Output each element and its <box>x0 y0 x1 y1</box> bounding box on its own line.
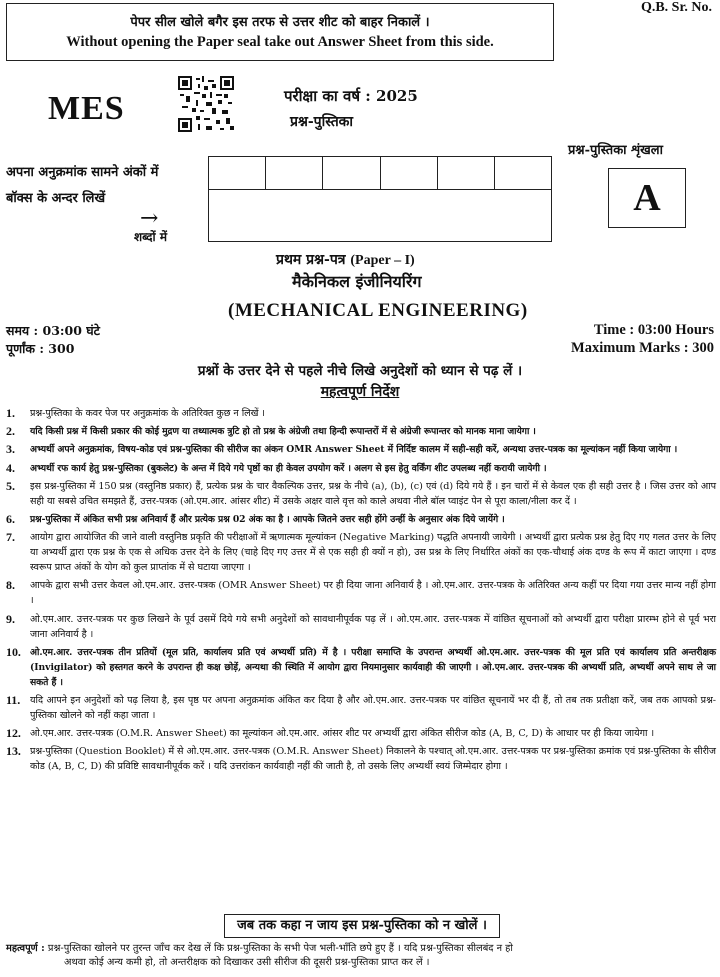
seal-notice-hindi: पेपर सील खोले बगैर इस तरफ से उत्तर शीट को बाहर निकालें । <box>130 15 430 30</box>
arrow-right-icon: → <box>140 206 159 231</box>
instruction-item <box>6 744 716 774</box>
instruction-number: 12. <box>6 726 21 741</box>
roll-number-words-box[interactable] <box>208 190 552 242</box>
roll-digit-box[interactable] <box>266 157 323 189</box>
booklet-label: प्रश्न-पुस्तिका <box>290 114 354 130</box>
instructions-title: महत्वपूर्ण निर्देश <box>320 384 400 400</box>
roll-digit-box[interactable] <box>209 157 266 189</box>
instruction-number: 8. <box>6 578 15 593</box>
roll-number-label-line1: अपना अनुक्रमांक सामने अंकों में <box>6 165 159 180</box>
instruction-item <box>6 578 716 608</box>
instruction-item <box>6 726 716 741</box>
instruction-number: 2. <box>6 424 15 439</box>
subject-english: (MECHANICAL ENGINEERING) <box>228 300 528 321</box>
instruction-number: 9. <box>6 611 15 626</box>
instruction-text: प्रश्न-पुस्तिका (Question Booklet) में से ओ.एम.आर. उत्तर-पत्रक (O.M.R. Answer Sheet) निकालने के पश्चात् ओ.एम.आर. उत्तर-पत्रक पर प्रश्न-पुस्तिका क्रमांक एवं प्रश्न-पुस्तिका के सीरीज कोड (A, B, C, D) की प्रविष्टि सावधानीपूर्वक करें । यदि उत्तरांकन कार्यवाही नहीं की जाती है, तो उसके लिए अभ्यर्थी स्वयं जिम्मेदार होगा । <box>30 746 716 773</box>
instruction-text: प्रश्न-पुस्तिका में अंकित सभी प्रश्न अनिवार्य हैं और प्रत्येक प्रश्न 02 अंक का है । आपके जितने उत्तर सही होंगे उन्हीं के अनुसार अंक दिये जायेंगे । <box>30 513 505 525</box>
important-note <box>6 942 716 970</box>
time-hindi: समय : 03:00 घंटे <box>6 323 100 338</box>
instruction-number: 1. <box>6 406 15 420</box>
booklet-series-box: A <box>608 168 686 228</box>
paper-title <box>276 250 415 269</box>
roll-number-digit-boxes[interactable] <box>208 156 552 190</box>
qb-serial-number-label: Q.B. Sr. No. <box>640 0 712 15</box>
exam-year: परीक्षा का वर्ष : 2025 <box>284 87 418 105</box>
instruction-text: आयोग द्वारा आयोजित की जाने वाली वस्तुनिष्ठ प्रकृति की परीक्षाओं में ऋणात्मक मूल्यांकन (Negative Marking) पद्धति अपनायी जायेगी । अभ्यर्थी द्वारा प्रत्येक प्रश्न हेतु दिए गए गलत उत्तर के लिए या अभ्यर्थी द्वारा एक प्रश्न के एक से अधिक उत्तर देने के लिए (चाहे दिए गए उत्तर में से एक सही ही क्यों न हो), उस प्रश्न के लिए निर्धारित अंकों का एक-चौथाई अंक दण्ड के रूप में काटा जाएगा । दण्ड स्वरूप प्राप्त अंकों के योग को कुल प्राप्तांक में से घटाया जाएगा । <box>30 532 716 574</box>
instruction-item <box>6 512 716 527</box>
instruction-number: 6. <box>6 511 15 526</box>
instruction-text: ओ.एम.आर. उत्तर-पत्रक पर कुछ लिखने के पूर्व उसमें दिये गये सभी अनुदेशों को सावधानीपूर्वक पढ़ लें । ओ.एम.आर. उत्तर-पत्रक में वांछित सूचनाओं को अभ्यर्थी द्वारा परीक्षा प्रारम्भ होने से पूर्व भरा जाना अनिवार्य है । <box>30 613 716 640</box>
roll-number-instruction <box>6 160 158 212</box>
roll-number-words-label: शब्दों में <box>134 230 167 244</box>
marks-english: Maximum Marks : 300 <box>571 340 714 356</box>
paper-title-hindi: प्रथम प्रश्न-पत्र <box>276 252 346 268</box>
subject-hindi: मैकेनिकल इंजीनियरिंग <box>292 272 422 291</box>
instruction-number: 10. <box>6 644 21 659</box>
important-note-text2: अथवा कोई अन्य कमी हो, तो अन्तरीक्षक को दिखाकर उसी सीरीज की दूसरी प्रश्न-पुस्तिका प्राप्त कर लें । <box>64 957 430 968</box>
instruction-number: 11. <box>6 692 21 707</box>
instruction-number: 5. <box>6 478 15 493</box>
instruction-number: 7. <box>6 530 15 545</box>
instruction-text: यदि आपने इन अनुदेशों को पढ़ लिया है, इस पृष्ठ पर अपना अनुक्रमांक अंकित कर दिया है और ओ.एम.आर. उत्तर-पत्रक पर वांछित सूचनायें भर दी हैं, तो तब तक प्रतीक्षा करें, जब तक आपको प्रश्न-पुस्तिका खोलने को नहीं कहा जाता । <box>30 694 716 721</box>
exam-code: MES <box>48 90 125 127</box>
instruction-item <box>6 645 716 690</box>
instruction-text: अभ्यर्थी अपने अनुक्रमांक, विषय-कोड एवं प्रश्न-पुस्तिका की सीरीज का अंकन OMR Answer Sheet में निर्दिष्ट कालम में सही-सही करें, अन्यथा उत्तर-पत्रक का मूल्यांकन नहीं किया जायेगा । <box>30 444 678 456</box>
instruction-item <box>6 530 716 575</box>
roll-digit-box[interactable] <box>323 157 380 189</box>
instruction-text: यदि किसी प्रश्न में किसी प्रकार की कोई मुद्रण या तथ्यात्मक त्रुटि हो तो प्रश्न के अंग्रेजी तथा हिन्दी रूपान्तरों में से अंग्रेजी रूपान्तर को मानक माना जायेगा । <box>30 426 536 438</box>
instruction-item <box>6 406 716 421</box>
instruction-item <box>6 461 716 476</box>
qr-code-icon <box>178 76 234 132</box>
paper-title-english: (Paper – I) <box>350 253 415 268</box>
roll-digit-box[interactable] <box>381 157 438 189</box>
instruction-text: अभ्यर्थी रफ कार्य हेतु प्रश्न-पुस्तिका (बुकलेट) के अन्त में दिये गये पृष्ठों का ही केवल उपयोग करें । अलग से इस हेतु वर्किंग शीट उपलब्ध नहीं करायी जायेगी । <box>30 462 547 474</box>
instruction-text: प्रश्न-पुस्तिका के कवर पेज पर अनुक्रमांक के अतिरिक्त कुछ न लिखें । <box>30 408 266 419</box>
instruction-text: ओ.एम.आर. उत्तर-पत्रक तीन प्रतियों (मूल प्रति, कार्यालय प्रति एवं अभ्यर्थी प्रति) में है । परीक्षा समाप्ति के उपरान्त अभ्यर्थी ओ.एम.आर. उत्तर-पत्रक की मूल प्रति एवं कार्यालय प्रति अन्तरीक्षक (Invigilator) को हस्तगत करने के उपरान्त ही कक्ष छोड़ें, अन्यथा की स्थिति में आयोग द्वारा नियमानुसार कार्यवाही की जाएगी । ओ.एम.आर. उत्तर-पत्रक की अभ्यर्थी प्रति, अभ्यर्थी अपने साथ ले जा सकते हैं । <box>30 646 716 688</box>
important-note-lead: महत्वपूर्ण : <box>6 943 45 954</box>
instruction-number: 13. <box>6 744 21 759</box>
important-note-text1: प्रश्न-पुस्तिका खोलने पर तुरन्त जाँच कर देख लें कि प्रश्न-पुस्तिका के सभी पेज भली-भाँति छपे हुए हैं । यदि प्रश्न-पुस्तिका सीलबंद न हो <box>47 943 513 954</box>
instructions-list <box>6 406 716 777</box>
instruction-item <box>6 693 716 723</box>
seal-notice-box <box>6 3 554 61</box>
instruction-item <box>6 424 716 439</box>
roll-digit-box[interactable] <box>438 157 495 189</box>
instructions-heading <box>0 381 720 401</box>
instruction-item <box>6 479 716 509</box>
read-instructions-note: प्रश्नों के उत्तर देने से पहले नीचे लिखे अनुदेशों को ध्यान से पढ़ लें । <box>197 363 523 379</box>
instruction-text: आपके द्वारा सभी उत्तर केवल ओ.एम.आर. उत्तर-पत्रक (OMR Answer Sheet) पर ही दिया जाना अनिवार्य है । ओ.एम.आर. उत्तर-पत्रक के अतिरिक्त अन्य कहीं पर दिया गया उत्तर मान्य नहीं होगा । <box>30 580 716 607</box>
do-not-open-notice: जब तक कहा न जाय इस प्रश्न-पुस्तिका को न खोलें । <box>224 914 500 938</box>
roll-number-label-line2: बॉक्स के अन्दर लिखें <box>6 191 106 206</box>
marks-hindi: पूर्णांक : 300 <box>6 341 75 356</box>
booklet-series-label: प्रश्न-पुस्तिका शृंखला <box>568 143 663 158</box>
instruction-number: 4. <box>6 460 15 475</box>
seal-notice-english: Without opening the Paper seal take out Answer Sheet from this side. <box>66 34 494 50</box>
important-note-line1 <box>6 942 716 956</box>
roll-digit-box[interactable] <box>495 157 551 189</box>
instruction-item <box>6 442 716 457</box>
instruction-item <box>6 612 716 642</box>
time-english: Time : 03:00 Hours <box>593 322 714 338</box>
instruction-number: 3. <box>6 442 15 457</box>
instruction-text: ओ.एम.आर. उत्तर-पत्रक (O.M.R. Answer Sheet) का मूल्यांकन ओ.एम.आर. आंसर शीट पर अभ्यर्थी द्वारा अंकित सीरीज कोड (A, B, C, D) के आधार पर ही किया जायेगा । <box>30 728 655 740</box>
instruction-text: इस प्रश्न-पुस्तिका में 150 प्रश्न (वस्तुनिष्ठ प्रकार) हैं, प्रत्येक प्रश्न के चार वैकल्पिक उत्तर, प्रश्न के नीचे (a), (b), (c) एवं (d) दिये गये हैं । इन चारों में से केवल एक ही सही उत्तर है । जिस उत्तर को आप सही या सबसे उचित समझते हैं, उत्तर-पत्रक (ओ.एम.आर. आंसर शीट) में उसके अक्षर वाले वृत्त को काले अथवा नीले बॉल प्वाइंट पेन से पूरा काला/नीला कर दें । <box>30 480 716 507</box>
